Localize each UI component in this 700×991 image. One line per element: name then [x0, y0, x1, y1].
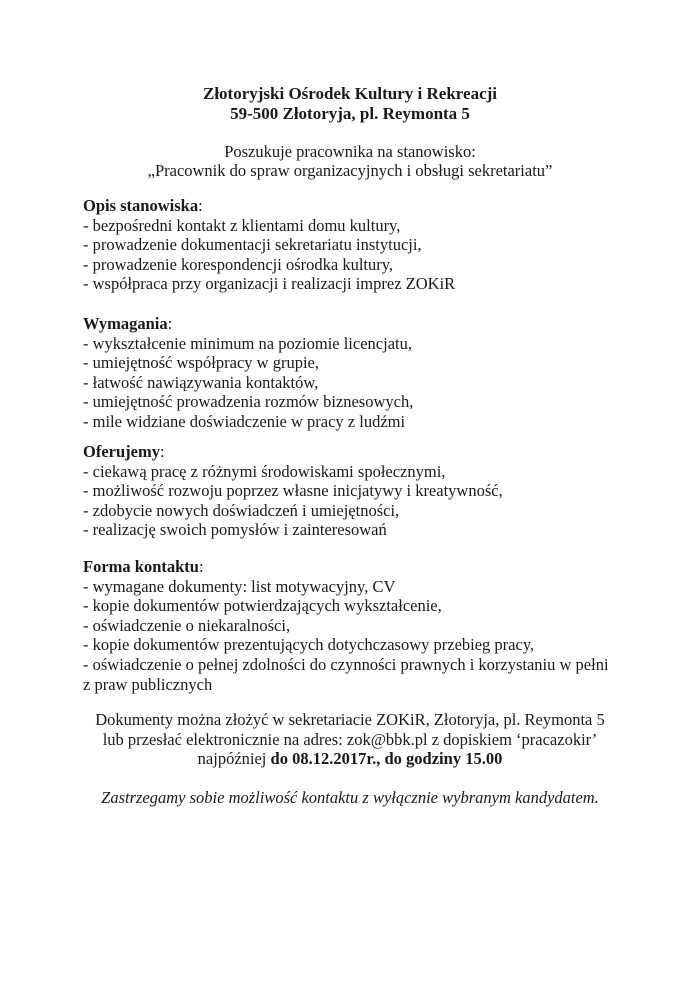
submission-line-2: lub przesłać elektronicznie na adres: zok@bbk.pl z dopiskiem ‘pracazokir’	[102, 730, 598, 749]
section-contact-form	[83, 557, 683, 694]
list-item: - mile widziane doświadczenie w pracy z ludźmi	[83, 411, 406, 431]
list-item: - prowadzenie dokumentacji sekretariatu instytucji,	[83, 235, 422, 255]
intro-text: Poszukuje pracownika na stanowisko:	[224, 142, 476, 161]
submission-deadline: najpóźniej do 08.12.2017r., do godziny 15.00	[197, 749, 503, 768]
list-item: - prowadzenie korespondencji ośrodka kultury,	[83, 254, 394, 274]
submission-line-1: Dokumenty można złożyć w sekretariacie ZOKiR, Złotoryja, pl. Reymonta 5	[95, 710, 605, 729]
list-item: - możliwość rozwoju poprzez własne inicjatywy i kreatywność,	[83, 481, 503, 501]
list-item: - realizację swoich pomysłów i zainteresowań	[83, 520, 387, 540]
list-item: - kopie dokumentów prezentujących dotychczasowy przebieg pracy,	[83, 635, 535, 655]
list-item: - zdobycie nowych doświadczeń i umiejętności,	[83, 500, 400, 520]
list-item: - współpraca przy organizacji i realizacji imprez ZOKiR	[83, 274, 456, 294]
organization-address: 59-500 Złotoryja, pl. Reymonta 5	[230, 104, 470, 123]
list-item: - umiejętność współpracy w grupie,	[83, 353, 319, 373]
list-item: - bezpośredni kontakt z klientami domu kultury,	[83, 215, 401, 235]
list-item: - łatwość nawiązywania kontaktów,	[83, 372, 319, 392]
list-item: - ciekawą pracę z różnymi środowiskami społecznymi,	[83, 461, 446, 481]
section-heading: Opis stanowiska:	[83, 196, 203, 215]
list-item: - wykształcenie minimum na poziomie licencjatu,	[83, 333, 412, 353]
list-item: - wymagane dokumenty: list motywacyjny, CV	[83, 576, 396, 596]
section-heading: Wymagania:	[83, 314, 173, 333]
list-item: - oświadczenie o niekaralności,	[83, 615, 291, 635]
deadline-date: do 08.12.2017r., do godziny 15.00	[270, 749, 503, 768]
section-heading: Forma kontaktu:	[83, 557, 204, 576]
section-requirements	[83, 314, 683, 432]
organization-name: Złotoryjski Ośrodek Kultury i Rekreacji	[202, 84, 498, 103]
position-title: „Pracownik do spraw organizacyjnych i obsługi sekretariatu”	[147, 161, 553, 180]
list-item: - umiejętność prowadzenia rozmów biznesowych,	[83, 392, 414, 412]
section-offer	[83, 442, 683, 540]
list-item: z praw publicznych	[83, 674, 213, 694]
list-item: - kopie dokumentów potwierdzających wykształcenie,	[83, 596, 442, 616]
disclaimer: Zastrzegamy sobie możliwość kontaktu z wyłącznie wybranym kandydatem.	[101, 788, 599, 807]
section-job-description	[83, 196, 683, 294]
list-item: - oświadczenie o pełnej zdolności do czynności prawnych i korzystaniu w pełni	[83, 654, 609, 674]
section-heading: Oferujemy:	[83, 442, 165, 461]
